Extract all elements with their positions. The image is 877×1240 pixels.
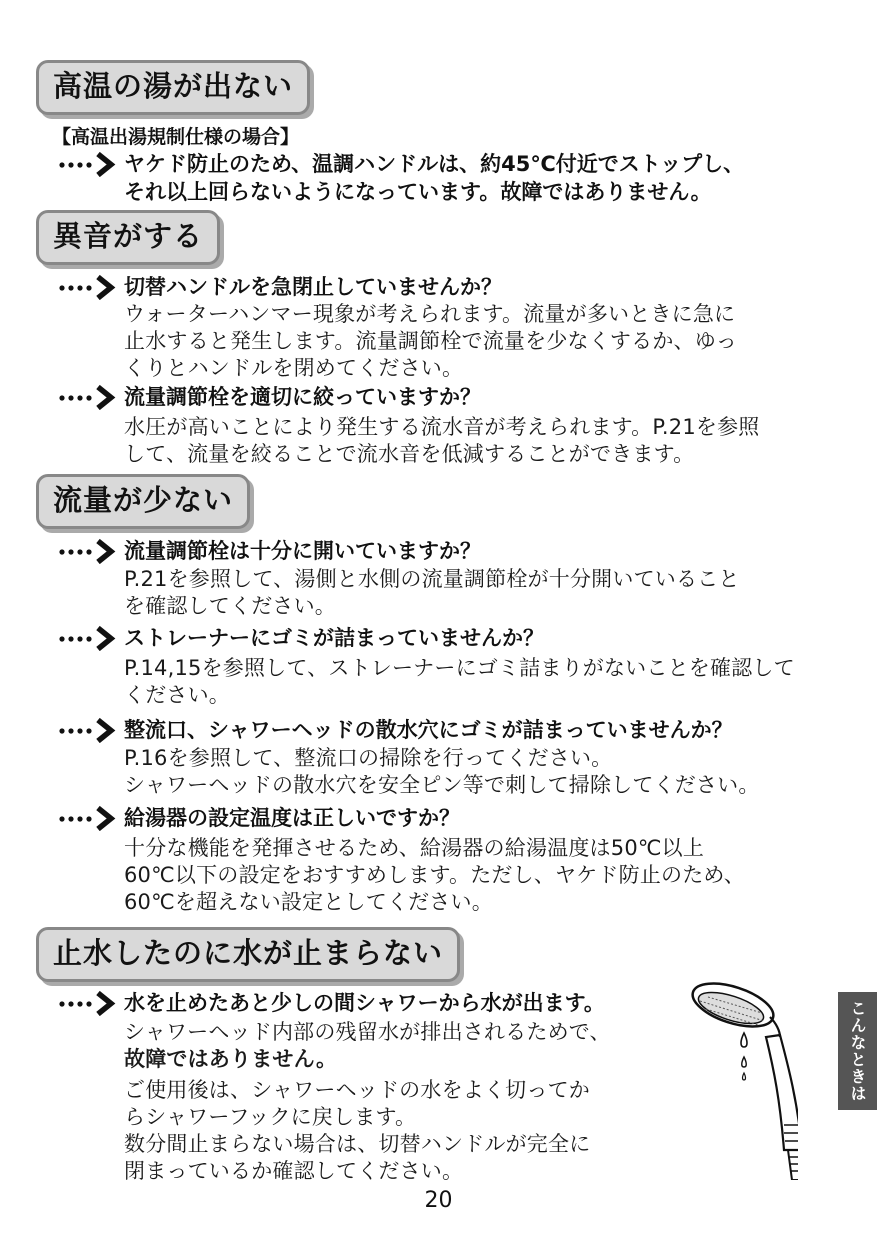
subheading-high-temp-spec: 【高温出湯規制仕様の場合】: [52, 126, 300, 148]
answer-line: P.14,15を参照して、ストレーナーにゴミ詰まりがないことを確認して: [124, 656, 795, 680]
answer-line: 60℃以下の設定をおすすめします。ただし、ヤケド防止のため、: [124, 863, 745, 887]
answer-line: 止水すると発生します。流量調節栓で流量を少なくするか、ゆっ: [124, 329, 737, 353]
question-text: 整流口、シャワーヘッドの散水穴にゴミが詰まっていませんか？: [124, 718, 733, 742]
answer-line: ご使用後は、シャワーヘッドの水をよく切ってか: [124, 1078, 590, 1102]
dots-chevron-bullet-icon: [58, 538, 118, 564]
answer-line: らシャワーフックに戻します。: [124, 1105, 417, 1129]
section-heading-high-temp: 高温の湯が出ない: [36, 60, 310, 115]
item-text-line: それ以上回らないようになっています。故障ではありません。: [124, 180, 712, 204]
answer-line: シャワーヘッドの散水穴を安全ピン等で刺して掃除してください。: [124, 773, 760, 797]
question-text: 水を止めたあと少しの間シャワーから水が出ます。: [124, 991, 605, 1015]
dots-chevron-bullet-icon: [58, 151, 118, 177]
answer-line: P.21を参照して、湯側と水側の流量調節栓が十分開いていること: [124, 567, 740, 591]
answer-line: シャワーヘッド内部の残留水が排出されるためで、: [124, 1020, 611, 1044]
answer-line: して、流量を絞ることで流水音を低減することができます。: [124, 442, 695, 466]
answer-line-emphasis: 故障ではありません。: [124, 1047, 338, 1071]
dots-chevron-bullet-icon: [58, 805, 118, 831]
question-text: ストレーナーにゴミが詰まっていませんか？: [124, 626, 544, 650]
shower-head-dripping-icon: [688, 975, 798, 1180]
dots-chevron-bullet-icon: [58, 384, 118, 410]
question-text: 流量調節栓を適切に絞っていますか？: [124, 385, 481, 409]
side-tab-index[interactable]: こんなときは: [838, 992, 877, 1110]
item-text-line: ヤケド防止のため、温調ハンドルは、約45℃付近でストップし、: [124, 152, 745, 176]
answer-line: 水圧が高いことにより発生する流水音が考えられます。P.21を参照: [124, 415, 760, 439]
dots-chevron-bullet-icon: [58, 717, 118, 743]
dots-chevron-bullet-icon: [58, 274, 118, 300]
answer-line: 十分な機能を発揮させるため、給湯器の給湯温度は50℃以上: [124, 836, 705, 860]
dots-chevron-bullet-icon: [58, 625, 118, 651]
section-heading-water-not-stopping: 止水したのに水が止まらない: [36, 927, 460, 982]
question-text: 給湯器の設定温度は正しいですか？: [124, 806, 460, 830]
answer-line: P.16を参照して、整流口の掃除を行ってください。: [124, 746, 613, 770]
section-heading-noise: 異音がする: [36, 210, 220, 265]
answer-line: 数分間止まらない場合は、切替ハンドルが完全に: [124, 1132, 591, 1156]
page-number: 20: [424, 1188, 453, 1213]
question-text: 流量調節栓は十分に開いていますか？: [124, 539, 481, 563]
answer-line: ウォーターハンマー現象が考えられます。流量が多いときに急に: [124, 302, 736, 326]
answer-line: 60℃を超えない設定としてください。: [124, 890, 493, 914]
section-heading-low-flow: 流量が少ない: [36, 474, 250, 529]
dots-chevron-bullet-icon: [58, 990, 118, 1016]
answer-line: 閉まっているか確認してください。: [124, 1159, 464, 1183]
answer-line: くりとハンドルを閉めてください。: [124, 356, 464, 380]
question-text: 切替ハンドルを急閉止していませんか？: [124, 275, 502, 299]
answer-line: ください。: [124, 683, 230, 707]
answer-line: を確認してください。: [124, 594, 336, 618]
